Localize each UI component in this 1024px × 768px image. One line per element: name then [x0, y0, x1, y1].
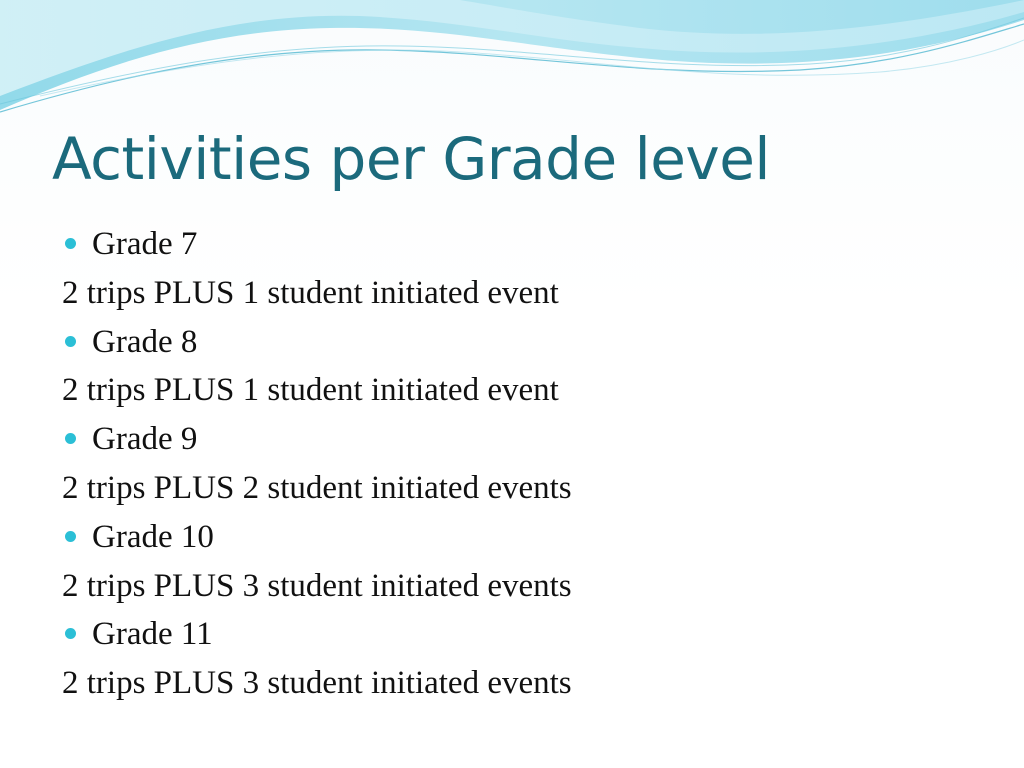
grade-9-label: Grade 9 — [92, 421, 198, 458]
grade-10-label: Grade 10 — [92, 518, 214, 555]
bullet-icon — [65, 238, 76, 249]
grade-8-item — [62, 318, 962, 367]
bullet-icon — [65, 336, 76, 347]
grade-activity-list — [62, 220, 962, 708]
grade-9-item — [62, 415, 962, 464]
bullet-icon — [65, 433, 76, 444]
grade-9-detail: 2 trips PLUS 2 student initiated events — [62, 469, 572, 506]
grade-7-item — [62, 220, 962, 269]
grade-7-label: Grade 7 — [92, 226, 198, 262]
grade-8-label: Grade 8 — [92, 323, 198, 360]
grade-11-item — [62, 610, 962, 659]
grade-8-detail: 2 trips PLUS 1 student initiated event — [62, 372, 559, 409]
grade-10-detail: 2 trips PLUS 3 student initiated events — [62, 567, 572, 604]
grade-7-detail: 2 trips PLUS 1 student initiated event — [62, 274, 559, 311]
grade-11-label: Grade 11 — [92, 616, 213, 653]
bullet-icon — [65, 628, 76, 639]
slide-title: Activities per Grade level — [52, 125, 771, 193]
bullet-icon — [65, 531, 76, 542]
header-wave-decoration — [0, 0, 1024, 120]
grade-11-detail: 2 trips PLUS 3 student initiated events — [62, 665, 572, 702]
grade-10-item — [62, 513, 962, 562]
